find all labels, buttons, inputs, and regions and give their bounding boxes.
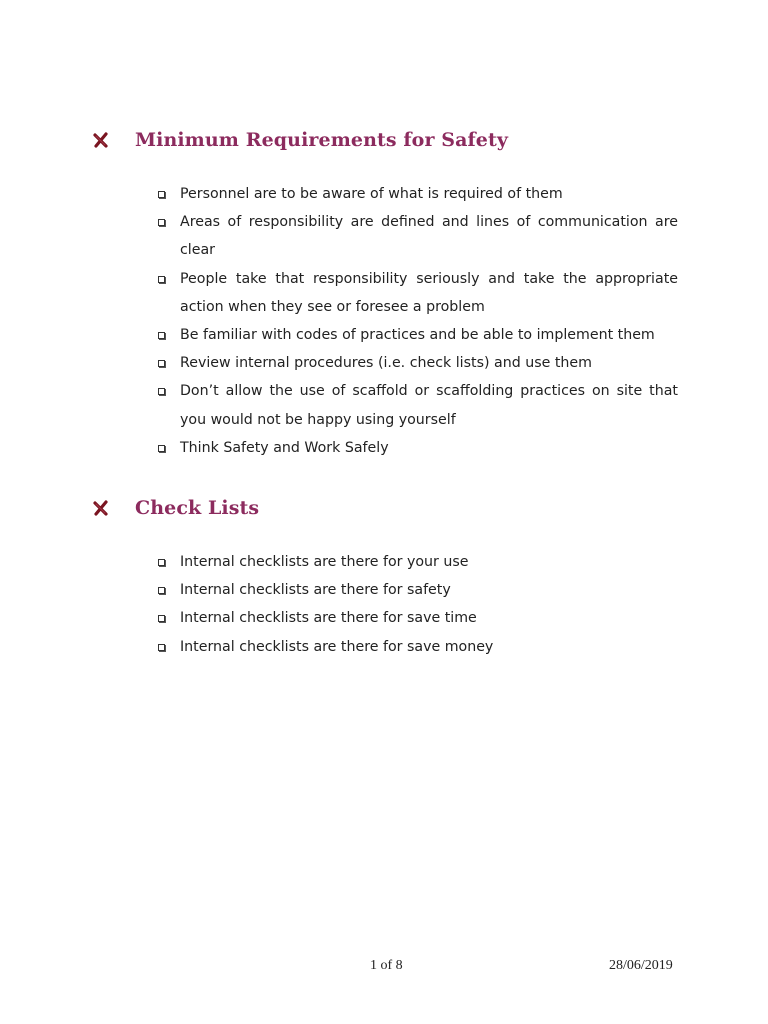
footer-date: 28/06/2019: [609, 958, 673, 973]
cross-bullet-icon: [92, 499, 110, 517]
square-bullet-icon: [158, 360, 165, 367]
section-title: Minimum Requirements for Safety: [135, 129, 508, 151]
cross-bullet-icon: [92, 131, 110, 149]
section-heading: [92, 494, 259, 522]
square-bullet-icon: [158, 219, 165, 226]
list-item: [158, 349, 678, 377]
list-item: [158, 576, 678, 604]
square-bullet-icon: [158, 559, 165, 566]
list-item-text: Internal checklists are there for your use: [180, 554, 469, 570]
list-item-text: Be familiar with codes of practices and be able to implement them: [180, 327, 655, 344]
list-item-text: Internal checklists are there for save time: [180, 610, 477, 627]
square-bullet-icon: [158, 276, 165, 283]
section-heading: [92, 126, 508, 154]
square-bullet-icon: [158, 615, 165, 622]
list-item-text: Review internal procedures (i.e. check lists) and use them: [180, 355, 592, 372]
square-bullet-icon: [158, 445, 165, 452]
requirements-list: [158, 180, 678, 462]
list-item-text: People take that responsibility seriously and take the appropriate action when they see or foresee a problem: [180, 270, 678, 315]
section-title: Check Lists: [135, 497, 260, 519]
square-bullet-icon: [158, 388, 165, 395]
list-item: [158, 321, 678, 349]
square-bullet-icon: [158, 587, 165, 594]
page-number: 1 of 8: [370, 958, 403, 973]
list-item: [158, 180, 678, 208]
checklists-list: [158, 548, 678, 661]
list-item-text: Don’t allow the use of scaffold or scaffolding practices on site that you would not be happy using yourself: [180, 383, 678, 428]
square-bullet-icon: [158, 191, 165, 198]
list-item: [158, 208, 678, 264]
list-item: [158, 604, 678, 632]
list-item-text: Internal checklists are there for save money: [180, 638, 494, 655]
list-item-text: Personnel are to be aware of what is required of them: [180, 186, 563, 202]
list-item: [158, 548, 678, 576]
square-bullet-icon: [158, 332, 165, 339]
list-item-text: Think Safety and Work Safely: [180, 439, 389, 456]
list-item: [158, 633, 678, 661]
list-item-text: Areas of responsibility are defined and lines of communication are clear: [180, 214, 678, 259]
list-item: [158, 434, 678, 462]
list-item-text: Internal checklists are there for safety: [180, 582, 451, 599]
list-item: [158, 377, 678, 433]
square-bullet-icon: [158, 644, 165, 651]
list-item: [158, 265, 678, 321]
